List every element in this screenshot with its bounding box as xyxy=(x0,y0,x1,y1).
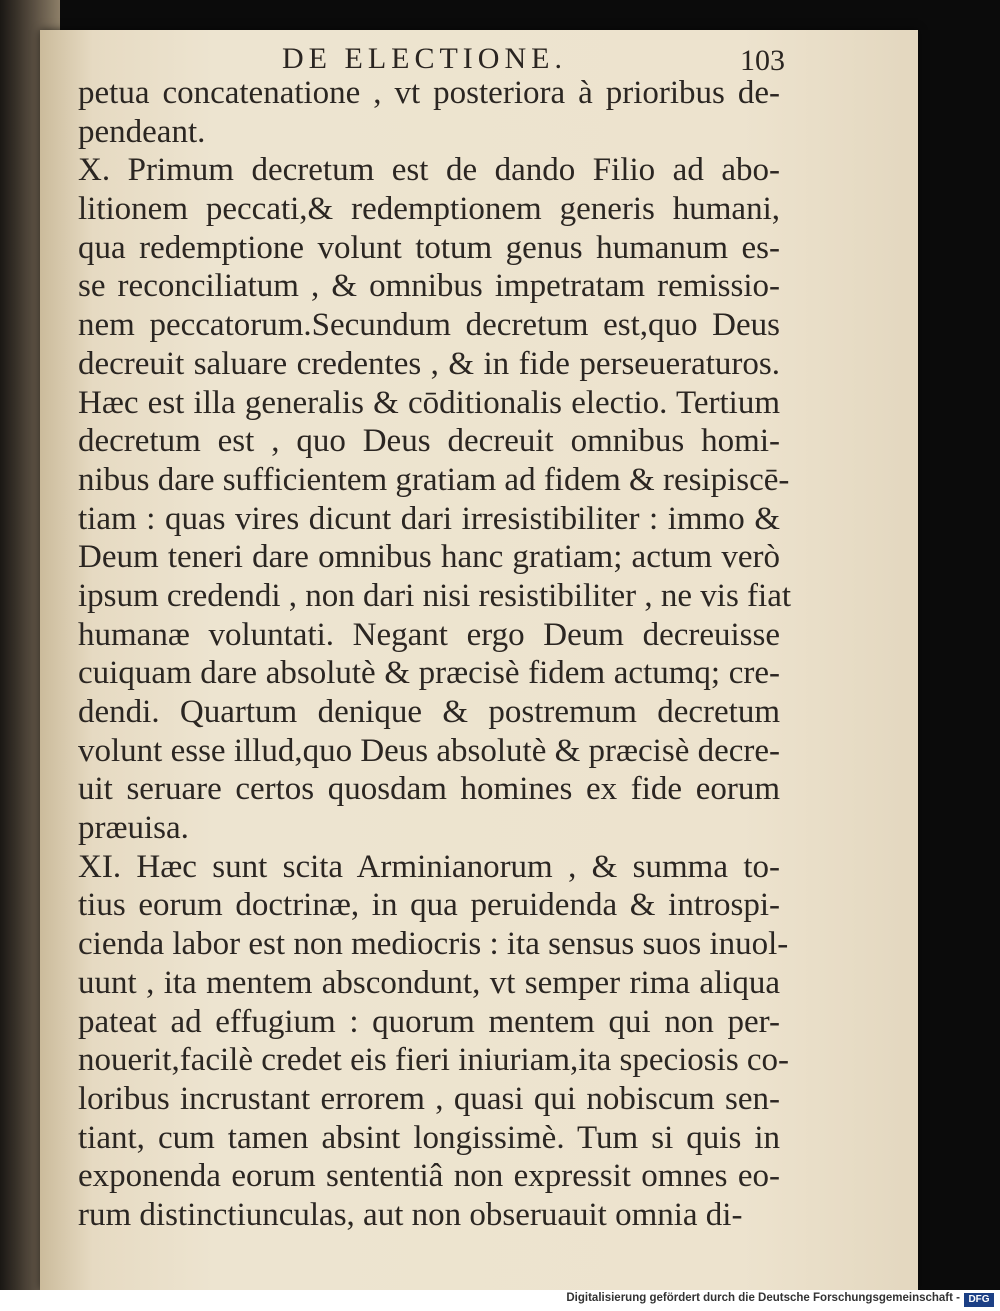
running-head: DE ELECTIONE. xyxy=(282,42,567,75)
text-line: litionem peccati,& redemptionem generis humani, xyxy=(78,191,780,228)
text-line: loribus incrustant errorem , quasi qui nobiscum sen- xyxy=(78,1080,780,1117)
text-line: nibus dare sufficientem gratiam ad fidem & resipiscē- xyxy=(78,461,790,498)
text-line: petua concatenatione , vt posteriora à prioribus de- xyxy=(78,75,780,111)
text-line: nouerit,facilè credet eis fieri iniuriam,ita speciosis co- xyxy=(78,1042,790,1079)
text-line: exponenda eorum sententiâ non expressit omnes eo- xyxy=(78,1158,780,1195)
text-line: uunt , ita mentem abscondunt, vt semper rima aliqua xyxy=(78,964,780,1001)
text-line: præuisa. xyxy=(78,810,189,847)
page-number: 103 xyxy=(740,44,785,77)
text-line: X. Primum decretum est de dando Filio ad abo- xyxy=(78,152,780,189)
text-line: XI. Hæc sunt scita Arminianorum , & summa to- xyxy=(78,848,780,885)
body-text xyxy=(78,74,792,1235)
footer-bar xyxy=(0,1290,1000,1311)
page-header xyxy=(40,30,918,80)
text-line: tiant, cum tamen absint longissimè. Tum si quis in xyxy=(78,1119,780,1156)
funding-credit: Digitalisierung gefördert durch die Deutsche Forschungsgemeinschaft - xyxy=(566,1292,960,1304)
text-line: cienda labor est non mediocris : ita sensus suos inuol- xyxy=(78,926,789,963)
text-line: se reconciliatum , & omnibus impetratam remissio- xyxy=(78,268,780,305)
text-line: volunt esse illud,quo Deus absolutè & præcisè decre- xyxy=(78,732,781,769)
text-line: qua redemptione volunt totum genus humanum es- xyxy=(78,229,780,266)
text-line: pateat ad effugium : quorum mentem qui non per- xyxy=(78,1003,780,1040)
text-line: humanæ voluntati. Negant ergo Deum decreuisse xyxy=(78,616,780,653)
text-line: uit seruare certos quosdam homines ex fide eorum xyxy=(78,771,780,808)
text-line: decreuit saluare credentes , & in fide perseueraturos. xyxy=(78,345,780,382)
text-line: ipsum credendi , non dari nisi resistibiliter , ne vis fiat xyxy=(78,577,792,614)
text-line: cuiquam dare absolutè & præcisè fidem actumq; cre- xyxy=(78,655,780,692)
text-line: Deum teneri dare omnibus hanc gratiam; actum verò xyxy=(78,539,780,576)
text-line: rum distinctiunculas, aut non obseruauit omnia di- xyxy=(78,1196,743,1233)
text-line: decretum est , quo Deus decreuit omnibus homi- xyxy=(78,423,780,460)
text-line: nem peccatorum.Secundum decretum est,quo Deus xyxy=(78,307,780,344)
text-line: dendi. Quartum denique & postremum decretum xyxy=(78,694,780,730)
text-line: Hæc est illa generalis & cōditionalis electio. Tertium xyxy=(78,384,780,421)
dfg-logo: DFG xyxy=(964,1293,994,1307)
text-line: pendeant. xyxy=(78,113,206,150)
text-line: tius eorum doctrinæ, in qua peruidenda & introspi- xyxy=(78,887,780,924)
text-line: tiam : quas vires dicunt dari irresistibiliter : immo & xyxy=(78,500,780,537)
